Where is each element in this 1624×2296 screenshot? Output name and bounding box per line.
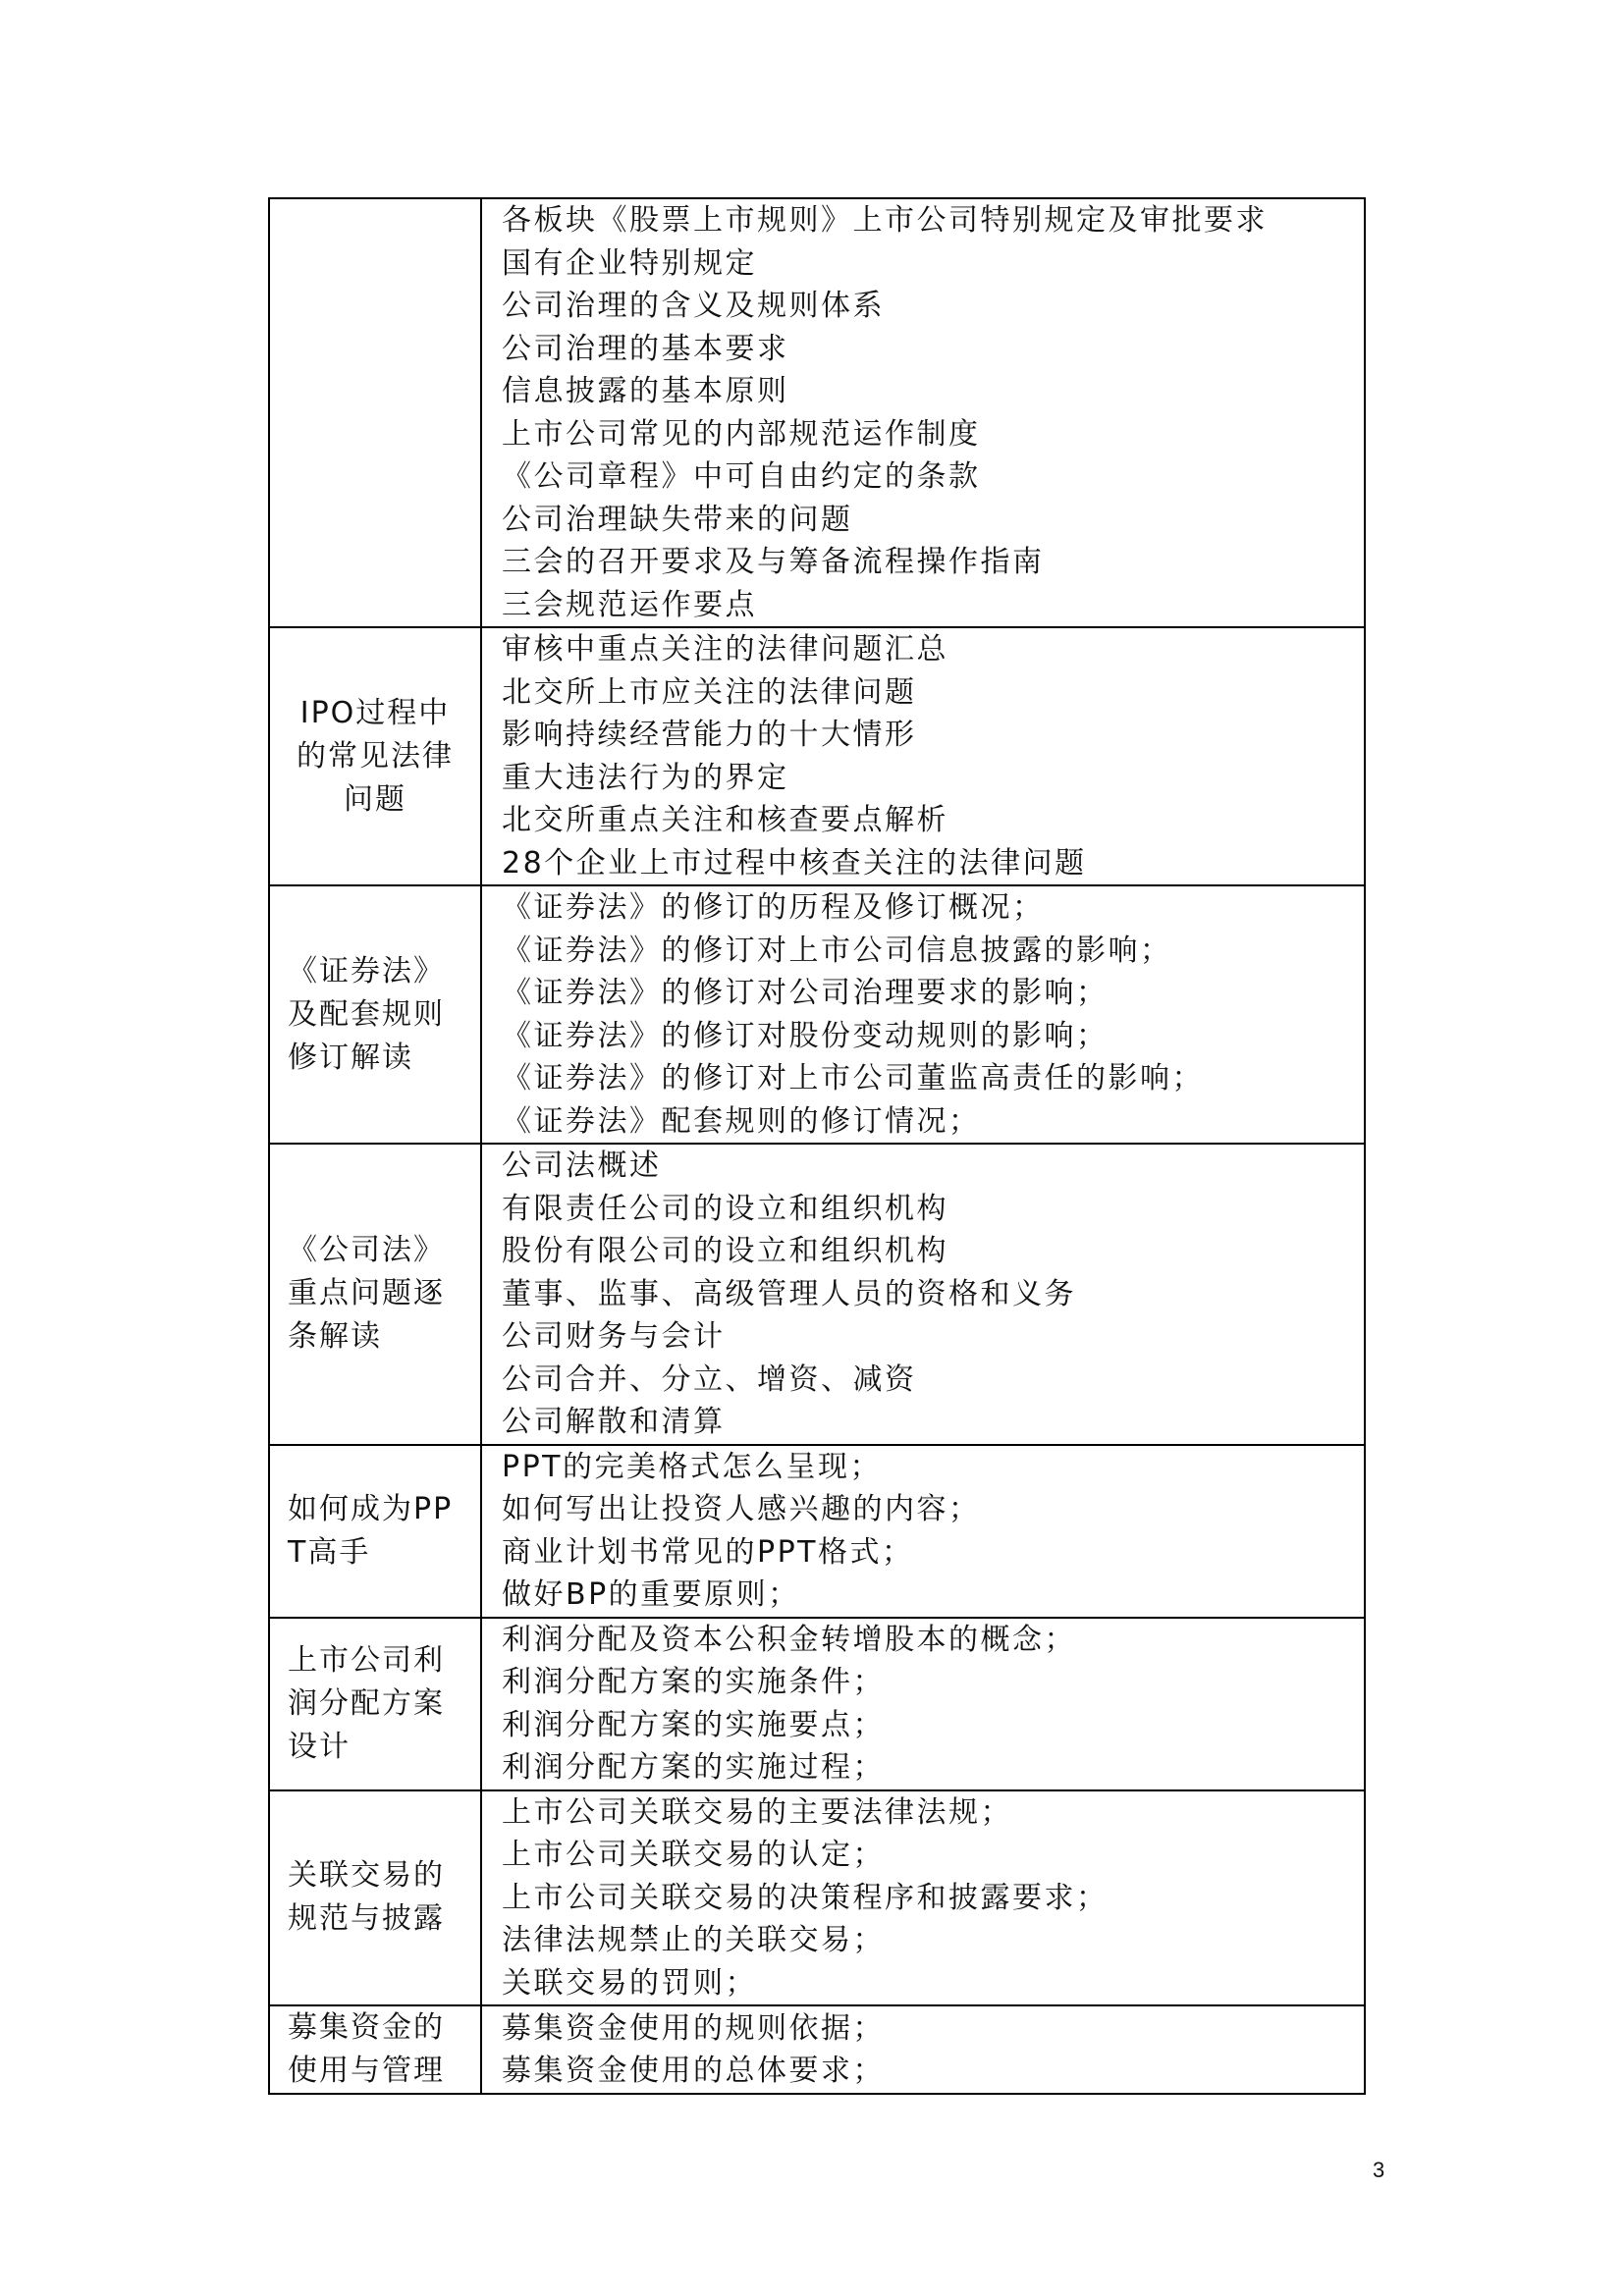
list-item: 有限责任公司的设立和组织机构 <box>502 1191 948 1226</box>
topic-cell <box>269 1144 481 1445</box>
list-item: 《证券法》的修订对上市公司信息披露的影响； <box>502 933 1172 968</box>
list-item: 利润分配及资本公积金转增股本的概念； <box>502 1622 1076 1657</box>
topic-cell <box>269 198 481 627</box>
topic-cell <box>269 627 481 885</box>
list-item: 法律法规禁止的关联交易； <box>502 1923 885 1957</box>
list-item: 上市公司关联交易的认定； <box>502 1838 885 1872</box>
list-item: 公司解散和清算 <box>502 1405 726 1439</box>
list-item: 上市公司常见的内部规范运作制度 <box>502 416 981 452</box>
list-item: 公司治理的含义及规则体系 <box>502 289 885 323</box>
table-row <box>269 1144 1365 1445</box>
list-item: 公司法概述 <box>502 1148 662 1183</box>
list-item: 上市公司关联交易的决策程序和披露要求； <box>502 1880 1109 1915</box>
list-item: 重大违法行为的界定 <box>502 760 789 795</box>
list-item: 《证券法》配套规则的修订情况； <box>502 1103 981 1139</box>
table-row <box>269 627 1365 885</box>
list-item: 募集资金使用的规则依据； <box>502 2010 885 2046</box>
list-item: 影响持续经营能力的十大情形 <box>502 718 917 752</box>
page-number: 3 <box>1373 2158 1385 2182</box>
list-item: 公司治理的基本要求 <box>502 331 789 366</box>
table-row <box>269 1618 1365 1790</box>
content-cell <box>481 2005 1365 2094</box>
course-outline-table <box>268 197 1366 2095</box>
list-item: 《证券法》的修订对上市公司董监高责任的影响； <box>502 1061 1204 1095</box>
topic-cell <box>269 885 481 1144</box>
list-item: 关联交易的罚则； <box>502 1965 757 2001</box>
topic-cell <box>269 1445 481 1618</box>
content-cell <box>481 198 1365 627</box>
list-item: 《公司章程》中可自由约定的条款 <box>502 459 981 494</box>
content-cell <box>481 1445 1365 1618</box>
topic-label: 募集资金的使用与管理 <box>288 2010 445 2088</box>
content-cell <box>481 627 1365 885</box>
list-item: 公司治理缺失带来的问题 <box>502 502 853 537</box>
topic-label: 《公司法》重点问题逐条解读 <box>288 1233 445 1355</box>
list-item: 北交所重点关注和核查要点解析 <box>502 803 948 837</box>
list-item: 审核中重点关注的法律问题汇总 <box>502 632 948 667</box>
table-row <box>269 198 1365 627</box>
list-item: PPT的完美格式怎么呈现； <box>502 1449 883 1484</box>
table-row <box>269 1445 1365 1618</box>
list-item: 上市公司关联交易的主要法律法规； <box>502 1794 1012 1830</box>
topic-label: IPO过程中的常见法律问题 <box>297 695 454 817</box>
content-cell <box>481 1790 1365 2006</box>
list-item: 董事、监事、高级管理人员的资格和义务 <box>502 1276 1076 1311</box>
list-item: 利润分配方案的实施过程； <box>502 1750 885 1785</box>
list-item: 如何写出让投资人感兴趣的内容； <box>502 1492 981 1526</box>
content-cell <box>481 1144 1365 1445</box>
list-item: 北交所上市应关注的法律问题 <box>502 674 917 710</box>
topic-label: 如何成为PPT高手 <box>288 1491 454 1570</box>
topic-cell <box>269 1618 481 1790</box>
list-item: 利润分配方案的实施条件； <box>502 1665 885 1699</box>
topic-label: 《证券法》及配套规则修订解读 <box>288 953 445 1075</box>
list-item: 股份有限公司的设立和组织机构 <box>502 1234 948 1268</box>
table-row <box>269 2005 1365 2094</box>
list-item: 三会规范运作要点 <box>502 587 757 622</box>
list-item: 《证券法》的修订的历程及修订概况； <box>502 890 1045 925</box>
list-item: 公司财务与会计 <box>502 1319 726 1354</box>
content-cell <box>481 1618 1365 1790</box>
list-item: 《证券法》的修订对股份变动规则的影响； <box>502 1018 1109 1053</box>
list-item: 信息披露的基本原则 <box>502 374 789 408</box>
topic-label: 关联交易的规范与披露 <box>288 1858 445 1937</box>
list-item: 公司合并、分立、增资、减资 <box>502 1362 917 1397</box>
list-item: 28个企业上市过程中核查关注的法律问题 <box>502 845 1087 881</box>
list-item: 《证券法》的修订对公司治理要求的影响； <box>502 976 1109 1010</box>
topic-cell <box>269 2005 481 2094</box>
list-item: 三会的召开要求及与筹备流程操作指南 <box>502 545 1045 579</box>
content-cell <box>481 885 1365 1144</box>
list-item: 商业计划书常见的PPT格式； <box>502 1534 914 1570</box>
list-item: 利润分配方案的实施要点； <box>502 1707 885 1742</box>
topic-label: 上市公司利润分配方案设计 <box>288 1642 445 1764</box>
list-item: 做好BP的重要原则； <box>502 1577 800 1612</box>
topic-cell <box>269 1790 481 2006</box>
list-item: 各板块《股票上市规则》上市公司特别规定及审批要求 <box>502 203 1268 238</box>
table-row <box>269 1790 1365 2006</box>
list-item: 国有企业特别规定 <box>502 245 757 281</box>
table-row <box>269 885 1365 1144</box>
list-item: 募集资金使用的总体要求； <box>502 2054 885 2088</box>
